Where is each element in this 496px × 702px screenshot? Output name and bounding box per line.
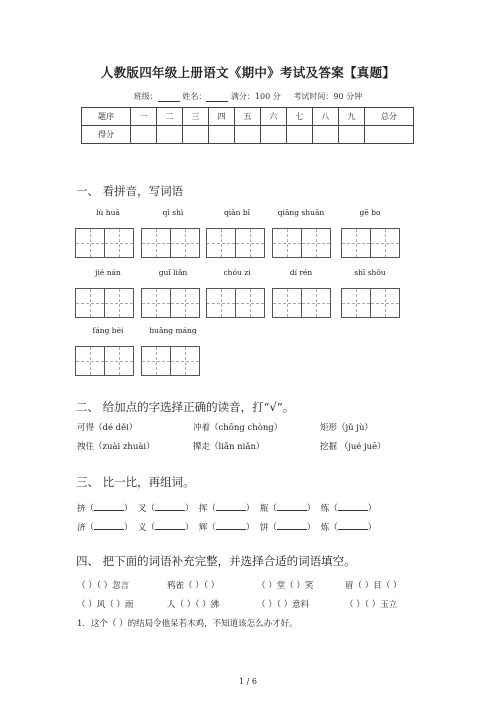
score-input-cell[interactable] <box>260 126 286 144</box>
idiom-item: （ ）堂（ ）笑 <box>257 581 314 591</box>
fill-in-question-1: 1．这个（ ）的结局令他呆若木鸡，不知道该怎么办才好。 <box>77 619 298 629</box>
score-table-cell: 八 <box>312 108 338 126</box>
score-table-cell: 二 <box>157 108 183 126</box>
score-input-cell[interactable] <box>234 126 260 144</box>
score-input-cell[interactable] <box>208 126 234 144</box>
word-blank[interactable] <box>155 520 185 530</box>
writing-box[interactable] <box>75 346 134 376</box>
writing-box[interactable] <box>141 228 200 258</box>
score-table-cell: 九 <box>338 108 364 126</box>
word-blank[interactable] <box>338 501 368 511</box>
section-1-heading: 一、 看拼音，写词语 <box>76 184 184 198</box>
word-blank[interactable] <box>216 520 246 530</box>
score-table-cell: 总分 <box>364 108 413 126</box>
reading-choice: 拽住（zuài zhuài） <box>77 442 155 452</box>
pinyin-label: dí rén <box>289 268 313 277</box>
writing-box[interactable] <box>341 288 400 318</box>
pinyin-label: chóu zi <box>223 268 251 277</box>
score-table-cell: 五 <box>234 108 260 126</box>
compare-row-1: 挤（ ） 叉（ ） 挥（ ） 瓶（ ） 练（ ） <box>77 501 376 514</box>
word-blank[interactable] <box>277 501 307 511</box>
writing-box[interactable] <box>206 228 265 258</box>
section-3-heading: 三、 比一比，再组词。 <box>76 475 195 489</box>
name-label: 姓名： <box>182 92 207 101</box>
writing-box[interactable] <box>141 346 200 376</box>
score-table-cell: 三 <box>183 108 209 126</box>
word-blank[interactable] <box>94 520 124 530</box>
compare-char: 挤 <box>77 504 86 514</box>
class-label: 班级： <box>133 92 158 101</box>
section-2-heading: 二、 给加点的字选择正确的读音，打“√”。 <box>76 400 295 414</box>
score-row-label: 得分 <box>82 126 131 144</box>
section-4-heading: 四、 把下面的词语补充完整，并选择合适的词语填空。 <box>76 554 356 568</box>
score-input-cell[interactable] <box>312 126 338 144</box>
idiom-item: （ ）风（ ）雨 <box>77 600 134 610</box>
score-table-score-row <box>82 126 414 144</box>
exam-time: 考试时间：90 分钟 <box>293 92 363 101</box>
reading-choice: 挖掘 （jué juē） <box>320 442 386 452</box>
pinyin-label: jié nán <box>95 268 121 277</box>
pinyin-label: qiāng shuān <box>277 208 325 217</box>
reading-choice: 矩形（jǔ jù） <box>320 423 373 433</box>
document-title: 人教版四年级上册语文《期中》考试及答案【真题】 <box>100 65 396 80</box>
pinyin-label: huāng máng <box>149 326 197 335</box>
idiom-item: （ ）（ ）意料 <box>257 600 310 610</box>
score-input-cell[interactable] <box>286 126 312 144</box>
score-table <box>81 107 414 144</box>
writing-box[interactable] <box>75 228 134 258</box>
reading-choice: 撵走（liǎn niǎn） <box>193 442 265 452</box>
word-blank[interactable] <box>155 501 185 511</box>
writing-box[interactable] <box>341 228 400 258</box>
compare-char: 瓶 <box>259 504 269 514</box>
score-input-cell[interactable] <box>183 126 209 144</box>
score-input-cell[interactable] <box>364 126 413 144</box>
score-table-cell: 六 <box>260 108 286 126</box>
score-table-header-row <box>82 108 414 126</box>
pinyin-label: lù huā <box>96 208 120 217</box>
compare-char: 辉 <box>198 523 208 533</box>
score-table-cell: 四 <box>208 108 234 126</box>
full-score: 满分：100 分 <box>230 92 281 101</box>
writing-box[interactable] <box>75 288 134 318</box>
compare-row-2: 济（ ） 义（ ） 辉（ ） 饼（ ） 炼（ ） <box>77 520 376 533</box>
class-blank <box>158 93 180 102</box>
word-blank[interactable] <box>338 520 368 530</box>
compare-char: 挥 <box>198 504 208 514</box>
idiom-item: 人（ ）（ ）沸 <box>167 600 220 610</box>
writing-box[interactable] <box>206 288 265 318</box>
exam-info-line <box>0 91 496 102</box>
idiom-item: 眉（ ）目（ ） <box>345 581 402 591</box>
reading-choice: 冲着（chōng chòng） <box>193 423 283 433</box>
score-table-cell: 七 <box>286 108 312 126</box>
pinyin-label: gē bo <box>359 208 381 217</box>
word-blank[interactable] <box>216 501 246 511</box>
score-input-cell[interactable] <box>338 126 364 144</box>
compare-char: 叉 <box>137 504 147 514</box>
score-input-cell[interactable] <box>157 126 183 144</box>
score-table-cell: 一 <box>131 108 157 126</box>
idiom-item: （ ）（ ）玉立 <box>345 600 398 610</box>
compare-char: 炼 <box>320 523 330 533</box>
word-blank[interactable] <box>94 501 124 511</box>
writing-box[interactable] <box>272 228 331 258</box>
reading-choice: 可得（dé děi） <box>77 423 138 433</box>
score-table-cell: 题序 <box>82 108 131 126</box>
compare-char: 练 <box>320 504 330 514</box>
compare-char: 济 <box>77 523 86 533</box>
compare-char: 义 <box>137 523 147 533</box>
score-input-cell[interactable] <box>131 126 157 144</box>
pinyin-label: qiān bǐ <box>223 208 251 217</box>
name-blank <box>206 93 228 102</box>
word-blank[interactable] <box>277 520 307 530</box>
compare-char: 饼 <box>259 523 269 533</box>
idiom-item: 鸦雀（ ）（ ） <box>167 581 220 591</box>
pinyin-label: guǐ liǎn <box>158 268 188 277</box>
pinyin-label: qì shì <box>162 208 184 217</box>
writing-box[interactable] <box>272 288 331 318</box>
writing-box[interactable] <box>141 288 200 318</box>
page-number: 1 / 6 <box>239 677 257 686</box>
idiom-item: （ ）（ ）忽言 <box>77 581 130 591</box>
pinyin-label: shī shǒu <box>354 268 386 277</box>
pinyin-label: fáng bèi <box>92 326 124 335</box>
